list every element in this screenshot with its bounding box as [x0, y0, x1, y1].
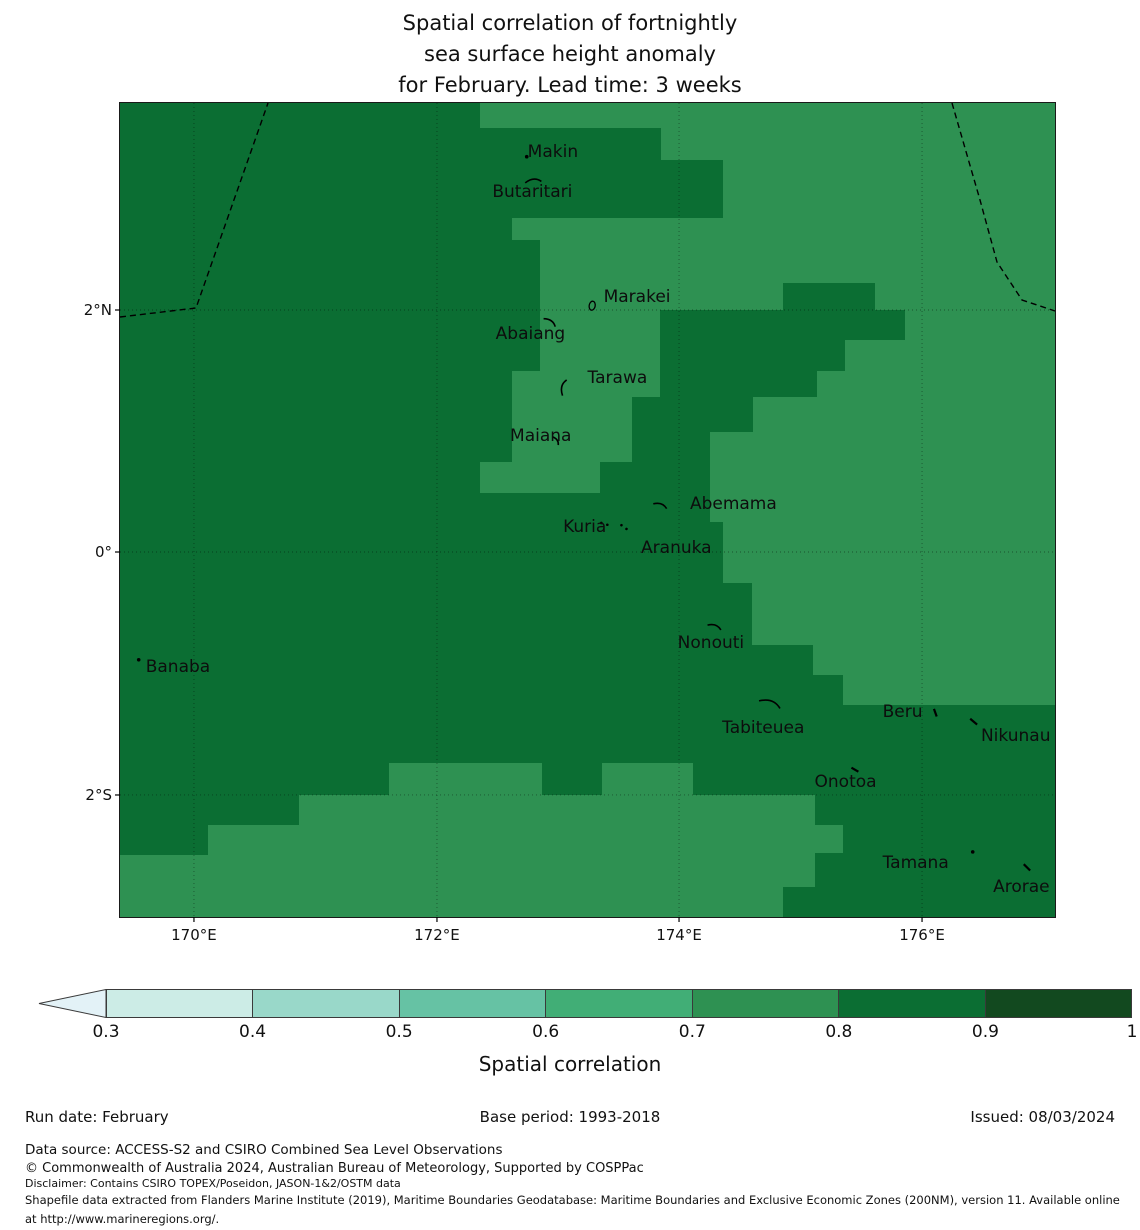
arorae-island-mark [1024, 864, 1030, 870]
y-axis-tick-label: 2°S [85, 785, 112, 804]
colorbar-tick-label: 0.9 [971, 1022, 999, 1042]
data-source-text: Data source: ACCESS-S2 and CSIRO Combined Sea Level Observations [25, 1142, 503, 1158]
disclaimer-text: Disclaimer: Contains CSIRO TOPEX/Poseidon, JASON-1&2/OSTM data [25, 1177, 401, 1190]
colorbar-tick-label: 0.7 [678, 1022, 706, 1042]
banaba-island-mark [137, 658, 141, 662]
tamana-island-mark [971, 850, 975, 854]
issued-text: Issued: 08/03/2024 [970, 1108, 1115, 1126]
tabiteuea-island-mark [759, 694, 781, 714]
nikunau-island-label: Nikunau [980, 726, 1051, 747]
shapefile-text: Shapefile data extracted from Flanders Marine Institute (2019), Maritime Boundaries Geodatabase: Maritime Boundaries and Exclusive Economic Zones (200NM), version 11. Available online at http://www.marineregions.org/. [25, 1193, 1120, 1226]
title-line-2: sea surface height anomaly [424, 42, 716, 66]
eez-boundary-line [952, 103, 1055, 311]
banaba-island-label: Banaba [145, 657, 211, 678]
colorbar-segment [546, 990, 692, 1017]
colorbar-tick-label: 0.4 [239, 1022, 267, 1042]
beru-island-mark [934, 709, 937, 717]
abaiang-island-label: Abaiang [495, 324, 566, 345]
colorbar-segment [839, 990, 985, 1017]
copyright-text: © Commonwealth of Australia 2024, Australian Bureau of Meteorology, Supported by COSPPac [25, 1161, 644, 1176]
colorbar-bar [106, 989, 1132, 1018]
colorbar-segment [400, 990, 546, 1017]
tamana-island-label: Tamana [882, 853, 949, 874]
colorbar-segment [253, 990, 399, 1017]
x-axis-tick-label: 170°E [171, 926, 217, 944]
aranuka-island-label: Aranuka [641, 538, 712, 559]
colorbar-tick-label: 0.3 [92, 1022, 120, 1042]
colorbar-segment [107, 990, 253, 1017]
tarawa-island-mark [557, 379, 571, 395]
makin-island-label: Makin [527, 141, 579, 162]
colorbar [38, 989, 1138, 1042]
run-date-text: Run date: February [25, 1108, 169, 1126]
arorae-island-label: Arorae [993, 876, 1050, 897]
map-overlay [120, 103, 1055, 917]
marakei-island-mark [588, 301, 595, 311]
maiana-island-label: Maiana [510, 425, 572, 446]
beru-island-label: Beru [882, 701, 923, 722]
title-line-3: for February. Lead time: 3 weeks [398, 73, 742, 97]
figure-title [0, 8, 1140, 101]
nonouti-island-label: Nonouti [677, 632, 745, 653]
onotoa-island-label: Onotoa [814, 771, 877, 792]
colorbar-tick-label: 0.8 [825, 1022, 853, 1042]
colorbar-tick-label: 1 [1126, 1022, 1138, 1042]
colorbar-tick-label: 0.6 [532, 1022, 560, 1042]
colorbar-segment [986, 990, 1131, 1017]
map-panel [120, 103, 1055, 917]
marakei-island-label: Marakei [603, 286, 671, 307]
colorbar-tick-label: 0.5 [385, 1022, 413, 1042]
abemama-island-label: Abemama [689, 494, 777, 515]
x-axis-tick-label: 172°E [414, 926, 460, 944]
colorbar-under-arrow [38, 989, 106, 1018]
tabiteuea-island-label: Tabiteuea [722, 718, 805, 739]
colorbar-title: Spatial correlation [478, 1052, 662, 1076]
kuria-island-label: Kuria [563, 517, 607, 538]
base-period-text: Base period: 1993-2018 [479, 1108, 661, 1126]
x-axis-tick-label: 176°E [899, 926, 945, 944]
abemama-island-mark [653, 500, 667, 513]
y-axis-tick-label: 0° [94, 543, 112, 561]
y-axis-tick-label: 2°N [83, 301, 112, 319]
tarawa-island-label: Tarawa [587, 368, 648, 389]
x-axis-tick-label: 174°E [656, 926, 702, 944]
aranuka-island-mark [619, 524, 629, 531]
title-line-1: Spatial correlation of fortnightly [402, 11, 738, 35]
butaritari-island-label: Butaritari [492, 181, 573, 202]
nikunau-island-mark [970, 719, 977, 725]
colorbar-segment [693, 990, 839, 1017]
